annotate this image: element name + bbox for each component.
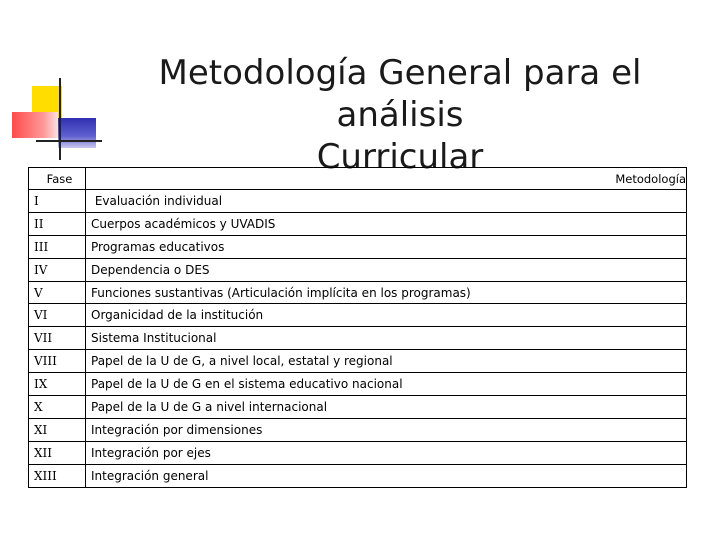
row-metodologia: Sistema Institucional <box>86 327 687 350</box>
table-row <box>29 418 687 441</box>
table-header-row <box>29 168 687 190</box>
row-fase: VII <box>29 327 86 350</box>
row-fase: III <box>29 235 86 258</box>
header-metodologia: Metodología <box>86 168 687 190</box>
row-metodologia: Papel de la U de G a nivel internacional <box>86 396 687 419</box>
row-fase: IV <box>29 258 86 281</box>
table-row <box>29 212 687 235</box>
row-fase: X <box>29 396 86 419</box>
table-row <box>29 373 687 396</box>
table-row <box>29 327 687 350</box>
methodology-table <box>28 167 687 488</box>
row-metodologia: Papel de la U de G, a nivel local, estatal y regional <box>86 350 687 373</box>
slide-title-line2: Curricular <box>316 137 484 177</box>
row-fase: I <box>29 190 86 213</box>
row-fase: XII <box>29 441 86 464</box>
row-fase: XIII <box>29 464 86 487</box>
row-metodologia: Funciones sustantivas (Articulación implícita en los programas) <box>86 281 687 304</box>
table-row <box>29 350 687 373</box>
row-metodologia: Integración por dimensiones <box>86 418 687 441</box>
row-fase: II <box>29 212 86 235</box>
row-metodologia: Papel de la U de G en el sistema educativo nacional <box>86 373 687 396</box>
table-row <box>29 441 687 464</box>
row-metodologia: Dependencia o DES <box>86 258 687 281</box>
row-metodologia: Cuerpos académicos y UVADIS <box>86 212 687 235</box>
row-fase: XI <box>29 418 86 441</box>
logo-red-square <box>12 112 58 138</box>
row-metodologia: Evaluación individual <box>86 190 687 213</box>
table-row <box>29 396 687 419</box>
row-metodologia: Integración por ejes <box>86 441 687 464</box>
row-metodologia: Integración general <box>86 464 687 487</box>
logo-horizontal-line <box>36 140 102 142</box>
logo-vertical-line <box>59 78 61 160</box>
row-fase: V <box>29 281 86 304</box>
row-fase: VI <box>29 304 86 327</box>
row-fase: VIII <box>29 350 86 373</box>
decorative-logo <box>0 0 110 165</box>
table-row <box>29 190 687 213</box>
table-row <box>29 304 687 327</box>
row-metodologia: Programas educativos <box>86 235 687 258</box>
table-row <box>29 464 687 487</box>
slide-title-line1: Metodología General para el análisis <box>158 53 642 135</box>
table-row <box>29 281 687 304</box>
slide-title <box>100 52 700 178</box>
logo-blue-square <box>58 118 96 148</box>
table-row <box>29 235 687 258</box>
row-fase: IX <box>29 373 86 396</box>
table-row <box>29 258 687 281</box>
header-fase: Fase <box>29 168 86 190</box>
row-metodologia: Organicidad de la institución <box>86 304 687 327</box>
